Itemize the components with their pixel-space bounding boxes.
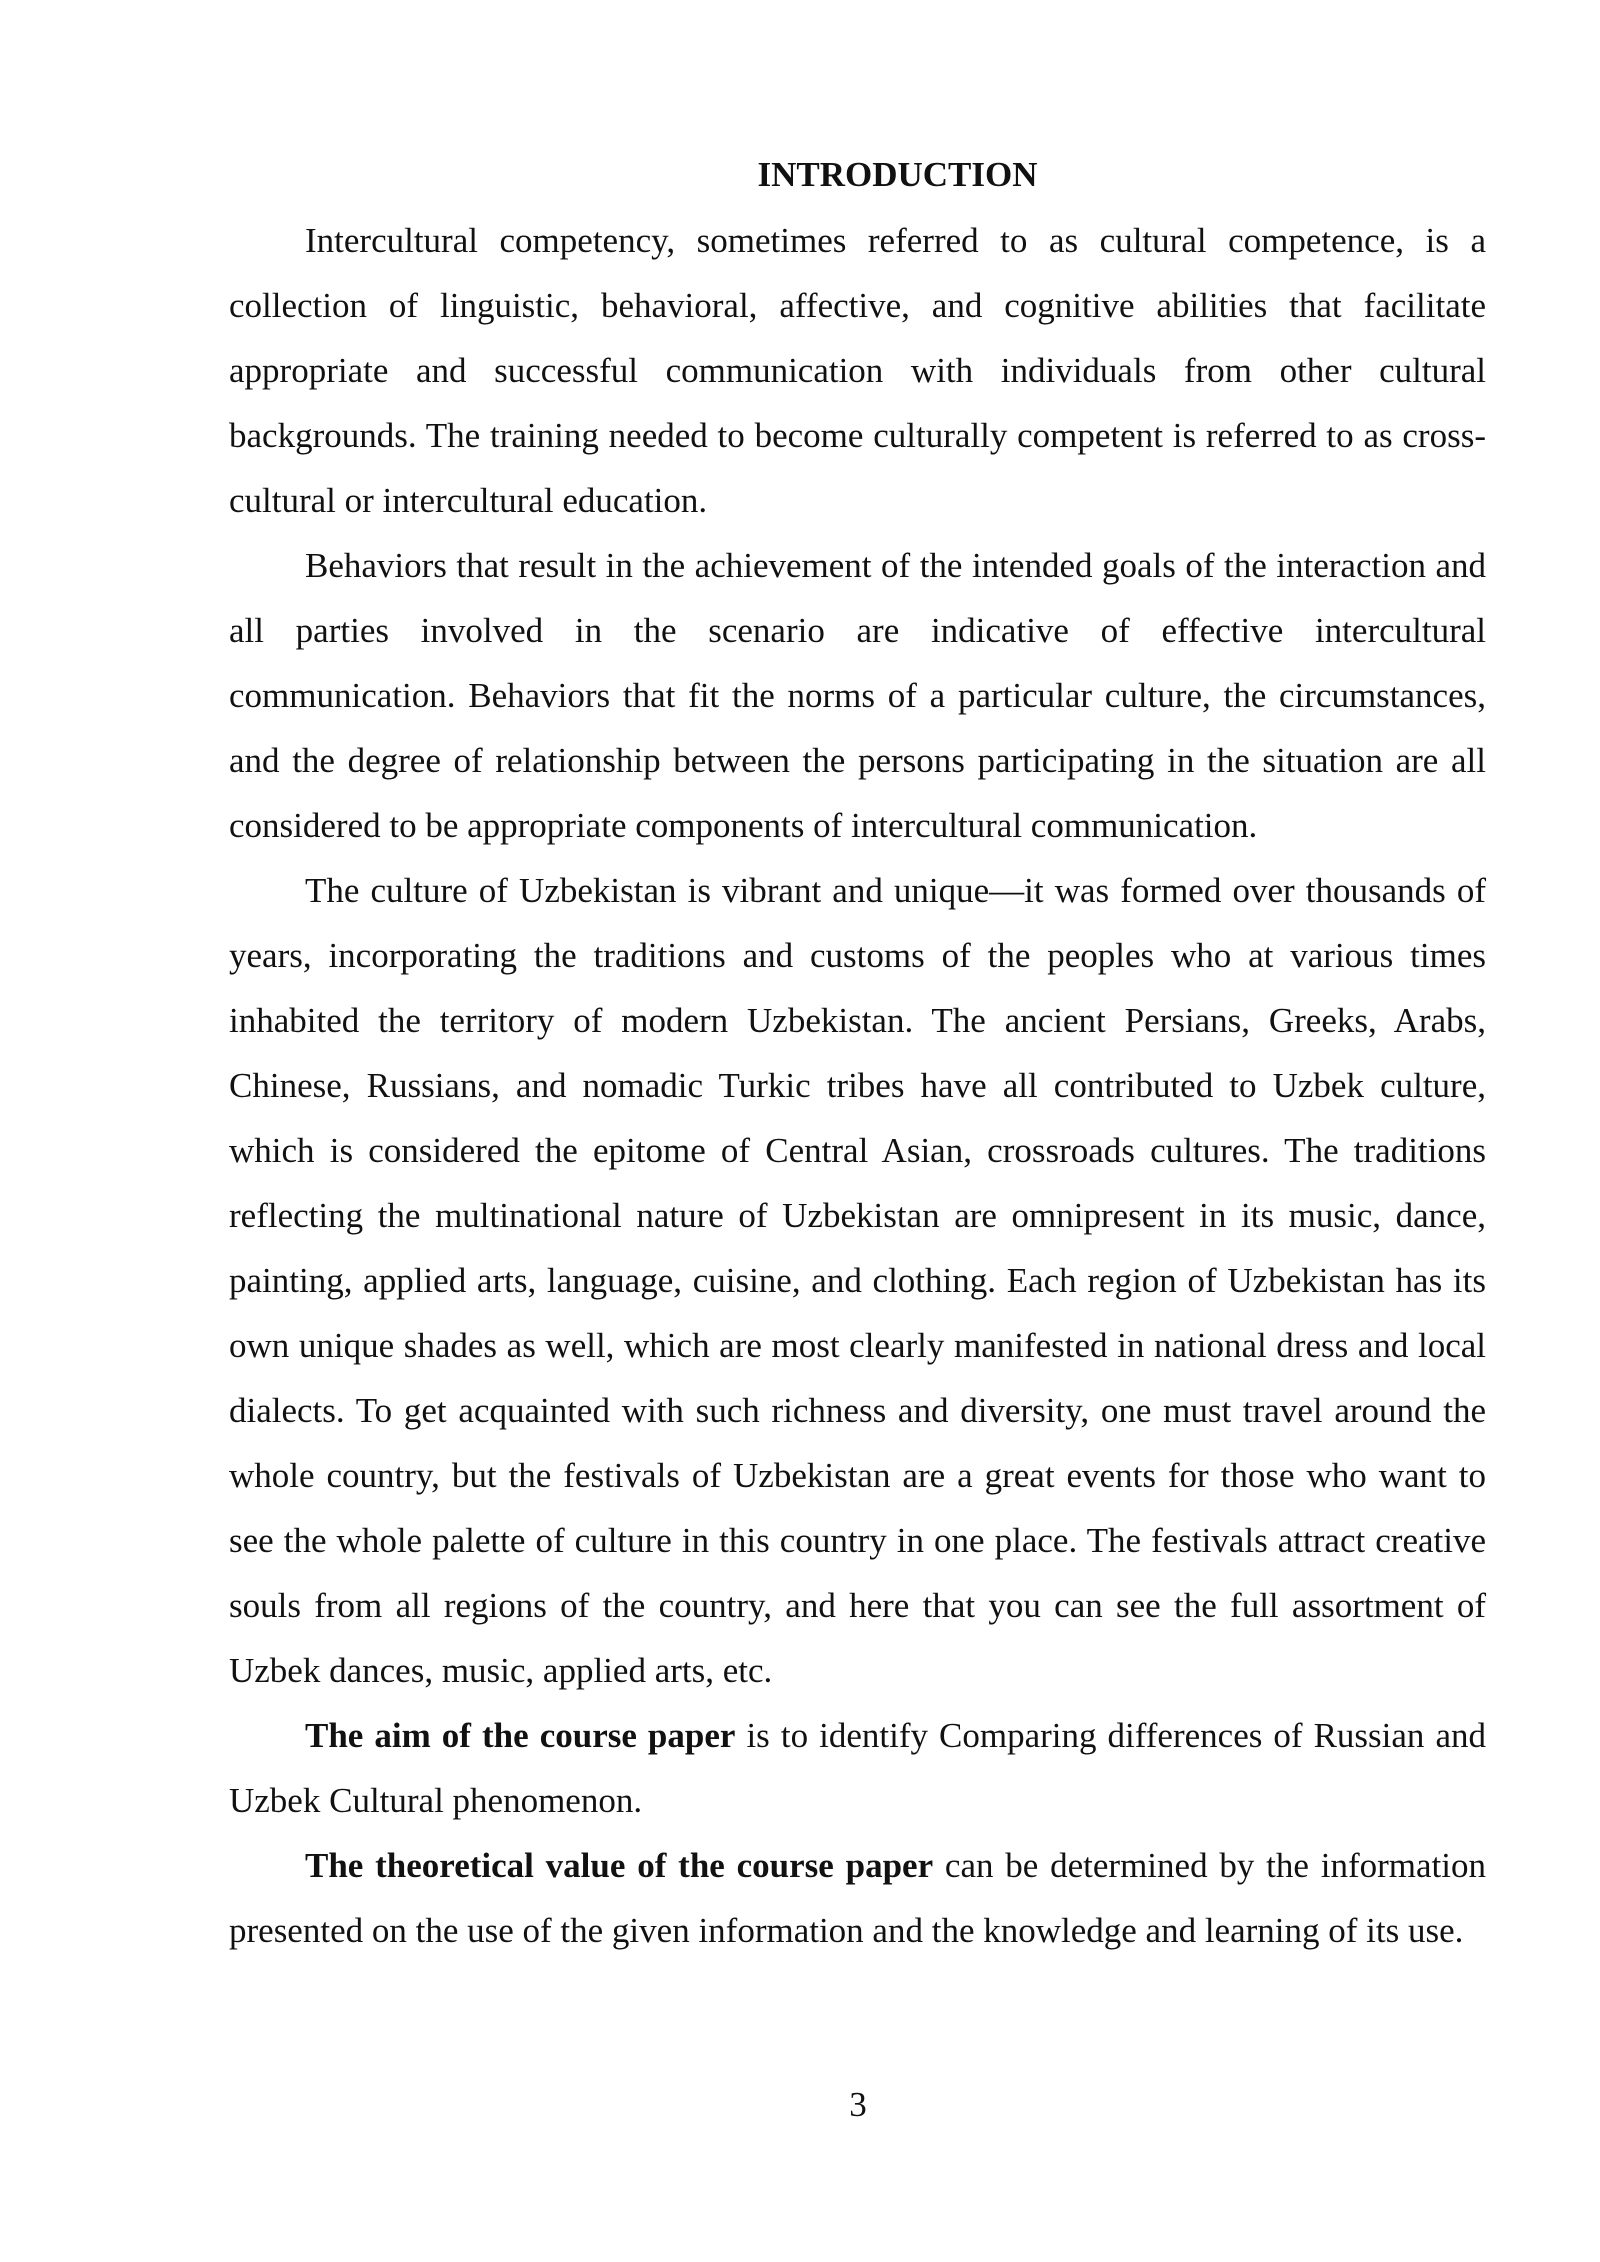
page-number: 3 [849, 2085, 867, 2124]
paragraph-culture-of-uzbekistan [229, 858, 1486, 1703]
paragraph-text: Behaviors that result in the achievement of the intended goals of the interaction and all parties involved in the scenario are indicative of effective intercultural communication. Behaviors that fit the norms of a particular culture, the circumstances, and the degree of relationship between the persons participating in the situation are all considered to be appropriate components of intercultural communication. [229, 546, 1486, 845]
body-text [229, 208, 1486, 1963]
paragraph-text: is to identify Comparing differences of Russian and Uzbek Cultural phenomenon. [229, 1716, 1486, 1820]
paragraph-effective-communication [229, 533, 1486, 858]
paragraph-text: The culture of Uzbekistan is vibrant and unique—it was formed over thousands of years, incorporating the traditions and customs of the peoples who at various times inhabited the territory of modern Uzbekistan. The ancient Persians, Greeks, Arabs, Chinese, Russians, and nomadic Turkic tribes have all contributed to Uzbek culture, which is considered the epitome of Central Asian, crossroads cultures. The traditions reflecting the multinational nature of Uzbekistan are omnipresent in its music, dance, painting, applied arts, language, cuisine, and clothing. Each region of Uzbekistan has its own unique shades as well, which are most clearly manifested in national dress and local dialects. To get acquainted with such richness and diversity, one must travel around the whole country, but the festivals of Uzbekistan are a great events for those who want to see the whole palette of culture in this country in one place. The festivals attract creative souls from all regions of the country, and here that you can see the full assortment of Uzbek dances, music, applied arts, etc. [229, 871, 1486, 1690]
paragraph-intercultural-competency [229, 208, 1486, 533]
paragraph-theoretical-value [229, 1833, 1486, 1963]
paragraph-text: Intercultural competency, sometimes referred to as cultural competence, is a collection of linguistic, behavioral, affective, and cognitive abilities that facilitate appropriate and successful communication with individuals from other cultural backgrounds. The training needed to become culturally competent is referred to as cross-cultural or intercultural education. [229, 221, 1486, 520]
paragraph-text: can be determined by the information presented on the use of the given information and the knowledge and learning of its use. [229, 1846, 1486, 1950]
paragraph-lead-bold: The aim of the course paper [305, 1716, 736, 1755]
section-heading: INTRODUCTION [757, 155, 1038, 194]
paragraph-aim [229, 1703, 1486, 1833]
paragraph-lead-bold: The theoretical value of the course paper [305, 1846, 934, 1885]
